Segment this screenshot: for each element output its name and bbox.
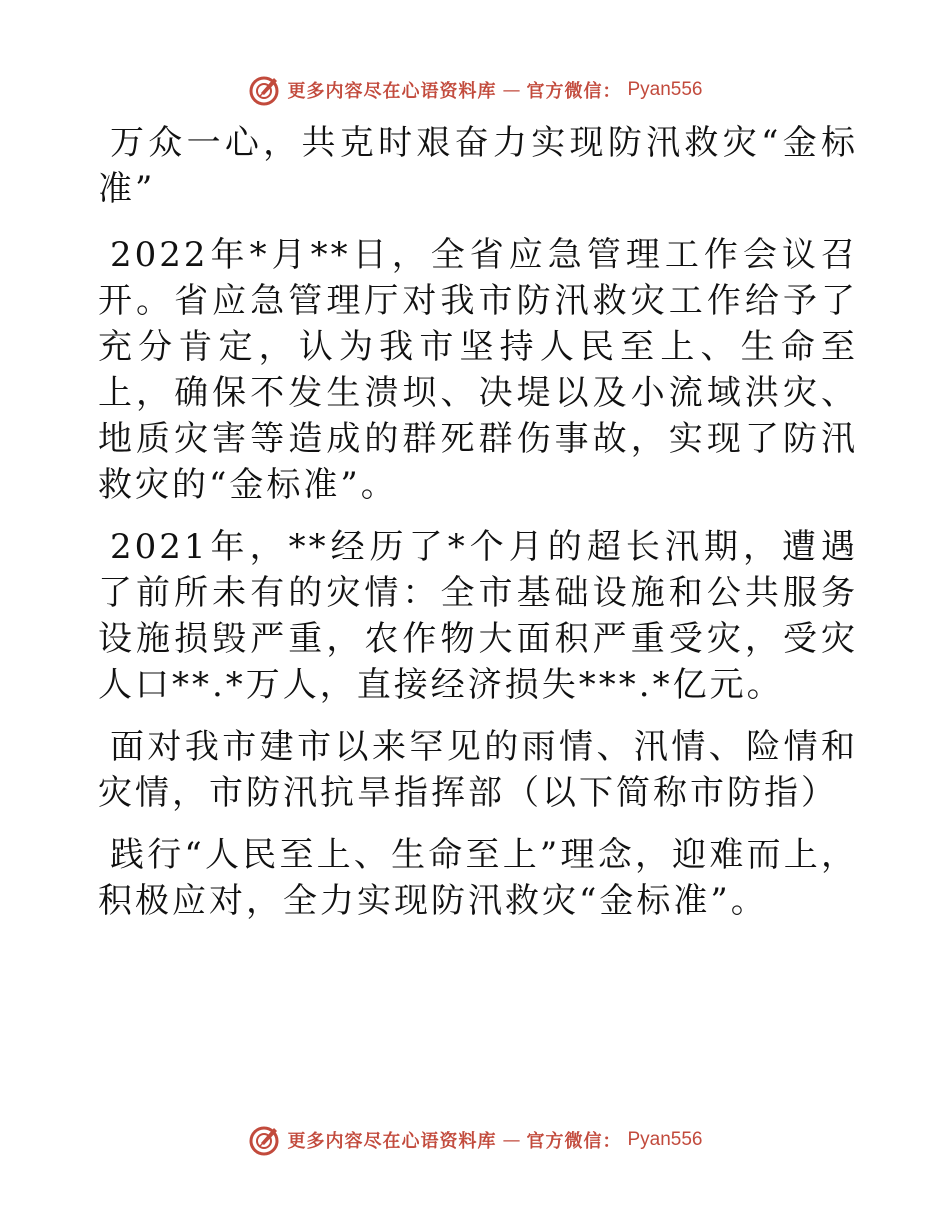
paragraph-2: 2021年，**经历了*个月的超长汛期，遭遇了前所未有的灾情：全市基础设施和公共服务设施损毁严重，农作物大面积严重受灾，受灾人口**.*万人，直接经济损失***.*亿元。 (98, 527, 858, 705)
footer-contact-label: 官方微信： (526, 1131, 622, 1152)
paragraph-4: 践行“人民至上、生命至上”理念，迎难而上，积极应对，全力实现防汛救灾“金标准”。 (98, 835, 858, 921)
header-contact-id: Pyan556 (627, 79, 703, 100)
document-body (98, 120, 858, 940)
header-banner (0, 70, 950, 110)
footer-banner-text: 更多内容尽在心语资料库 (287, 1131, 497, 1152)
footer-banner-separator: — (502, 1129, 521, 1151)
paragraph-3: 面对我市建市以来罕见的雨情、汛情、险情和灾情，市防汛抗旱指挥部（以下简称市防指） (98, 727, 858, 813)
header-contact-label: 官方微信： (526, 81, 622, 102)
document-title: 万众一心，共克时艰奋力实现防汛救灾“金标准” (98, 123, 858, 209)
paragraph-1: 2022年*月**日，全省应急管理工作会议召开。省应急管理厅对我市防汛救灾工作给予了充分肯定，认为我市坚持人民至上、生命至上，确保不发生溃坝、决堤以及小流域洪灾、地质灾害等造成的群死群伤事故，实现了防汛救灾的“金标准”。 (98, 235, 858, 505)
brush-logo-icon (247, 1123, 281, 1157)
header-banner-separator: — (502, 79, 521, 101)
footer-banner (0, 1120, 950, 1160)
footer-contact-id: Pyan556 (627, 1129, 703, 1150)
brush-logo-icon (247, 73, 281, 107)
header-banner-text: 更多内容尽在心语资料库 (287, 81, 497, 102)
